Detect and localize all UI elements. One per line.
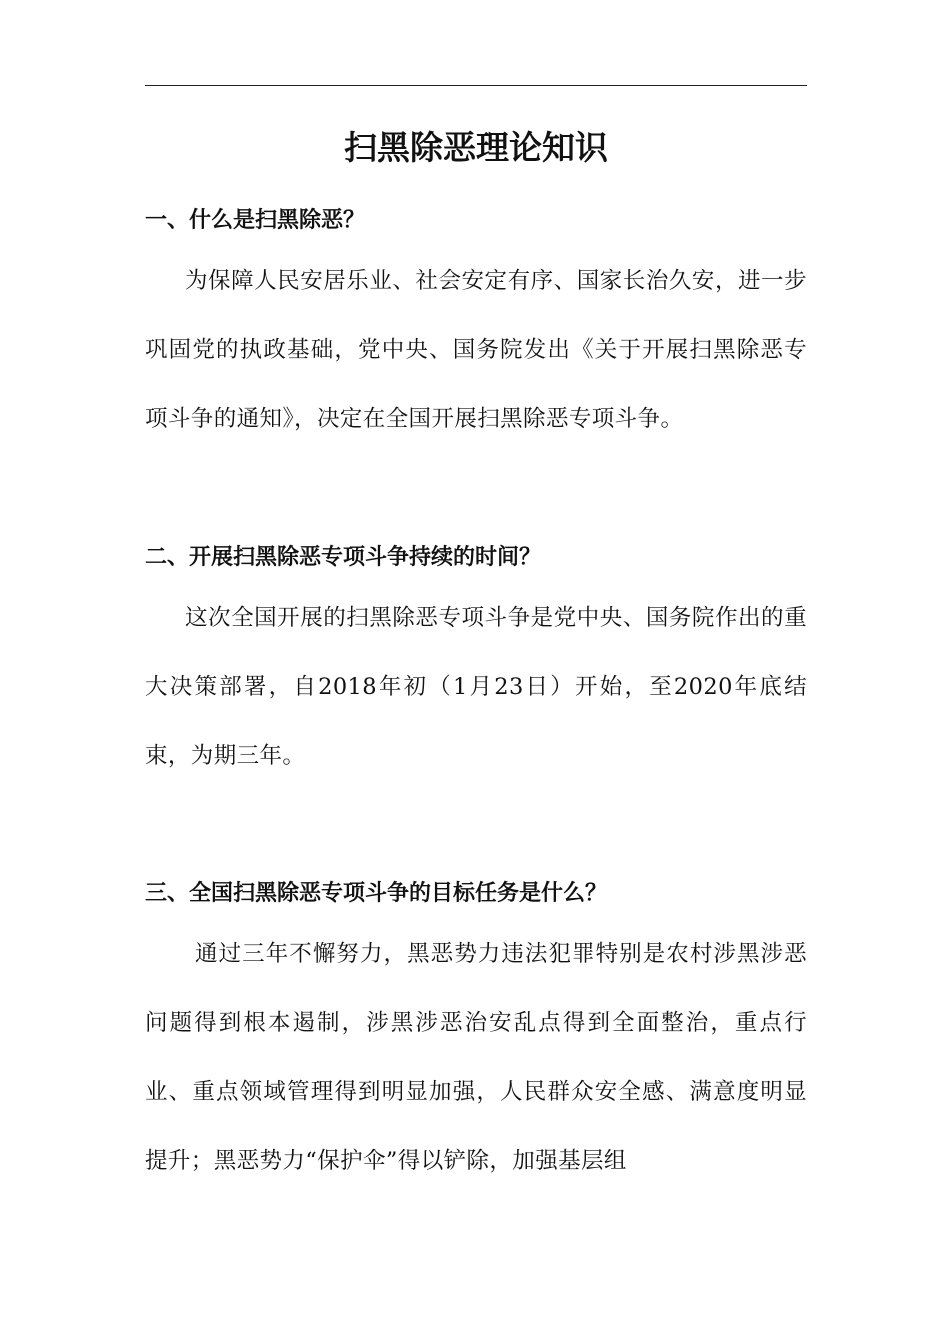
section-heading: 三、全国扫黑除恶专项斗争的目标任务是什么？ bbox=[145, 881, 608, 906]
section-paragraph: 这次全国开展的扫黑除恶专项斗争是党中央、国务院作出的重大决策部署，自2018年初（1月23日）开始，至2020年底结束，为期三年。 bbox=[145, 605, 807, 769]
section-heading: 一、什么是扫黑除恶？ bbox=[145, 208, 366, 233]
document-title: 扫黑除恶理论知识 bbox=[344, 128, 608, 167]
section-what-is-campaign bbox=[145, 205, 807, 454]
section-campaign-goals bbox=[145, 878, 807, 1196]
section-paragraph: 通过三年不懈努力，黑恶势力违法犯罪特别是农村涉黑涉恶问题得到根本遏制，涉黑涉恶治安乱点得到全面整治，重点行业、重点领域管理得到明显加强，人民群众安全感、满意度明显提升；黑恶势力“保护伞”得以铲除，加强基层组 bbox=[145, 941, 807, 1174]
section-campaign-duration bbox=[145, 542, 807, 791]
section-heading: 二、开展扫黑除恶专项斗争持续的时间？ bbox=[145, 545, 542, 570]
header-divider bbox=[145, 85, 807, 86]
section-paragraph: 为保障人民安居乐业、社会安定有序、国家长治久安，进一步巩固党的执政基础，党中央、国务院发出《关于开展扫黑除恶专项斗争的通知》，决定在全国开展扫黑除恶专项斗争。 bbox=[145, 268, 807, 432]
